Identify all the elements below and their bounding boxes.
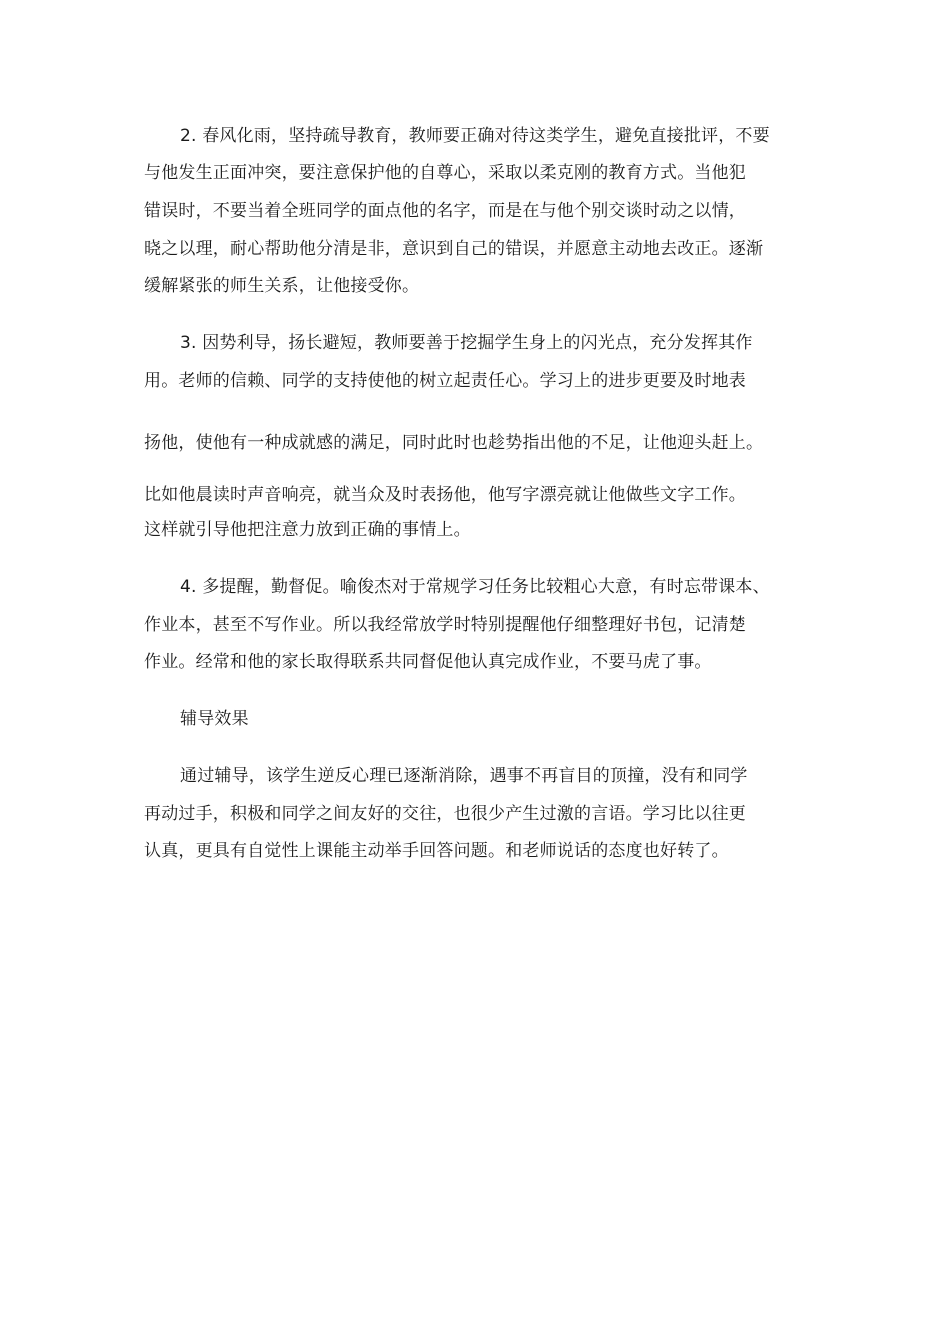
text-line: 通过辅导，该学生逆反心理已逐渐消除，遇事不再盲目的顶撞，没有和同学 — [180, 766, 748, 786]
text-line: 认真，更具有自觉性上课能主动举手回答问题。和老师说话的态度也好转了。 — [144, 841, 729, 861]
text-line: 这样就引导他把注意力放到正确的事情上。 — [144, 520, 471, 540]
text-line: 2. 春风化雨，坚持疏导教育，教师要正确对待这类学生，避免直接批评，不要 — [180, 126, 770, 146]
text-line: 晓之以理，耐心帮助他分清是非，意识到自己的错误，并愿意主动地去改正。逐渐 — [144, 239, 764, 259]
text-line: 扬他，使他有一种成就感的满足，同时此时也趁势指出他的不足，让他迎头赶上。 — [144, 433, 764, 453]
text-line: 比如他晨读时声音响亮，就当众及时表扬他，他写字漂亮就让他做些文字工作。 — [144, 485, 746, 505]
text-line: 用。老师的信赖、同学的支持使他的树立起责任心。学习上的进步更要及时地表 — [144, 371, 746, 391]
text-line: 4. 多提醒，勤督促。喻俊杰对于常规学习任务比较粗心大意，有时忘带课本、 — [180, 577, 770, 597]
text-line: 缓解紧张的师生关系，让他接受你。 — [144, 276, 420, 296]
text-line: 再动过手，积极和同学之间友好的交往，也很少产生过激的言语。学习比以往更 — [144, 804, 746, 824]
text-line: 3. 因势利导，扬长避短，教师要善于挖掘学生身上的闪光点，充分发挥其作 — [180, 333, 753, 353]
text-line: 作业本，甚至不写作业。所以我经常放学时特别提醒他仔细整理好书包，记清楚 — [144, 615, 746, 635]
text-line: 与他发生正面冲突，要注意保护他的自尊心，采取以柔克刚的教育方式。当他犯 — [144, 163, 746, 183]
text-line: 作业。经常和他的家长取得联系共同督促他认真完成作业，不要马虎了事。 — [144, 652, 712, 672]
section-heading-effect: 辅导效果 — [180, 709, 249, 729]
text-line: 错误时，不要当着全班同学的面点他的名字，而是在与他个别交谈时动之以情， — [144, 201, 746, 221]
